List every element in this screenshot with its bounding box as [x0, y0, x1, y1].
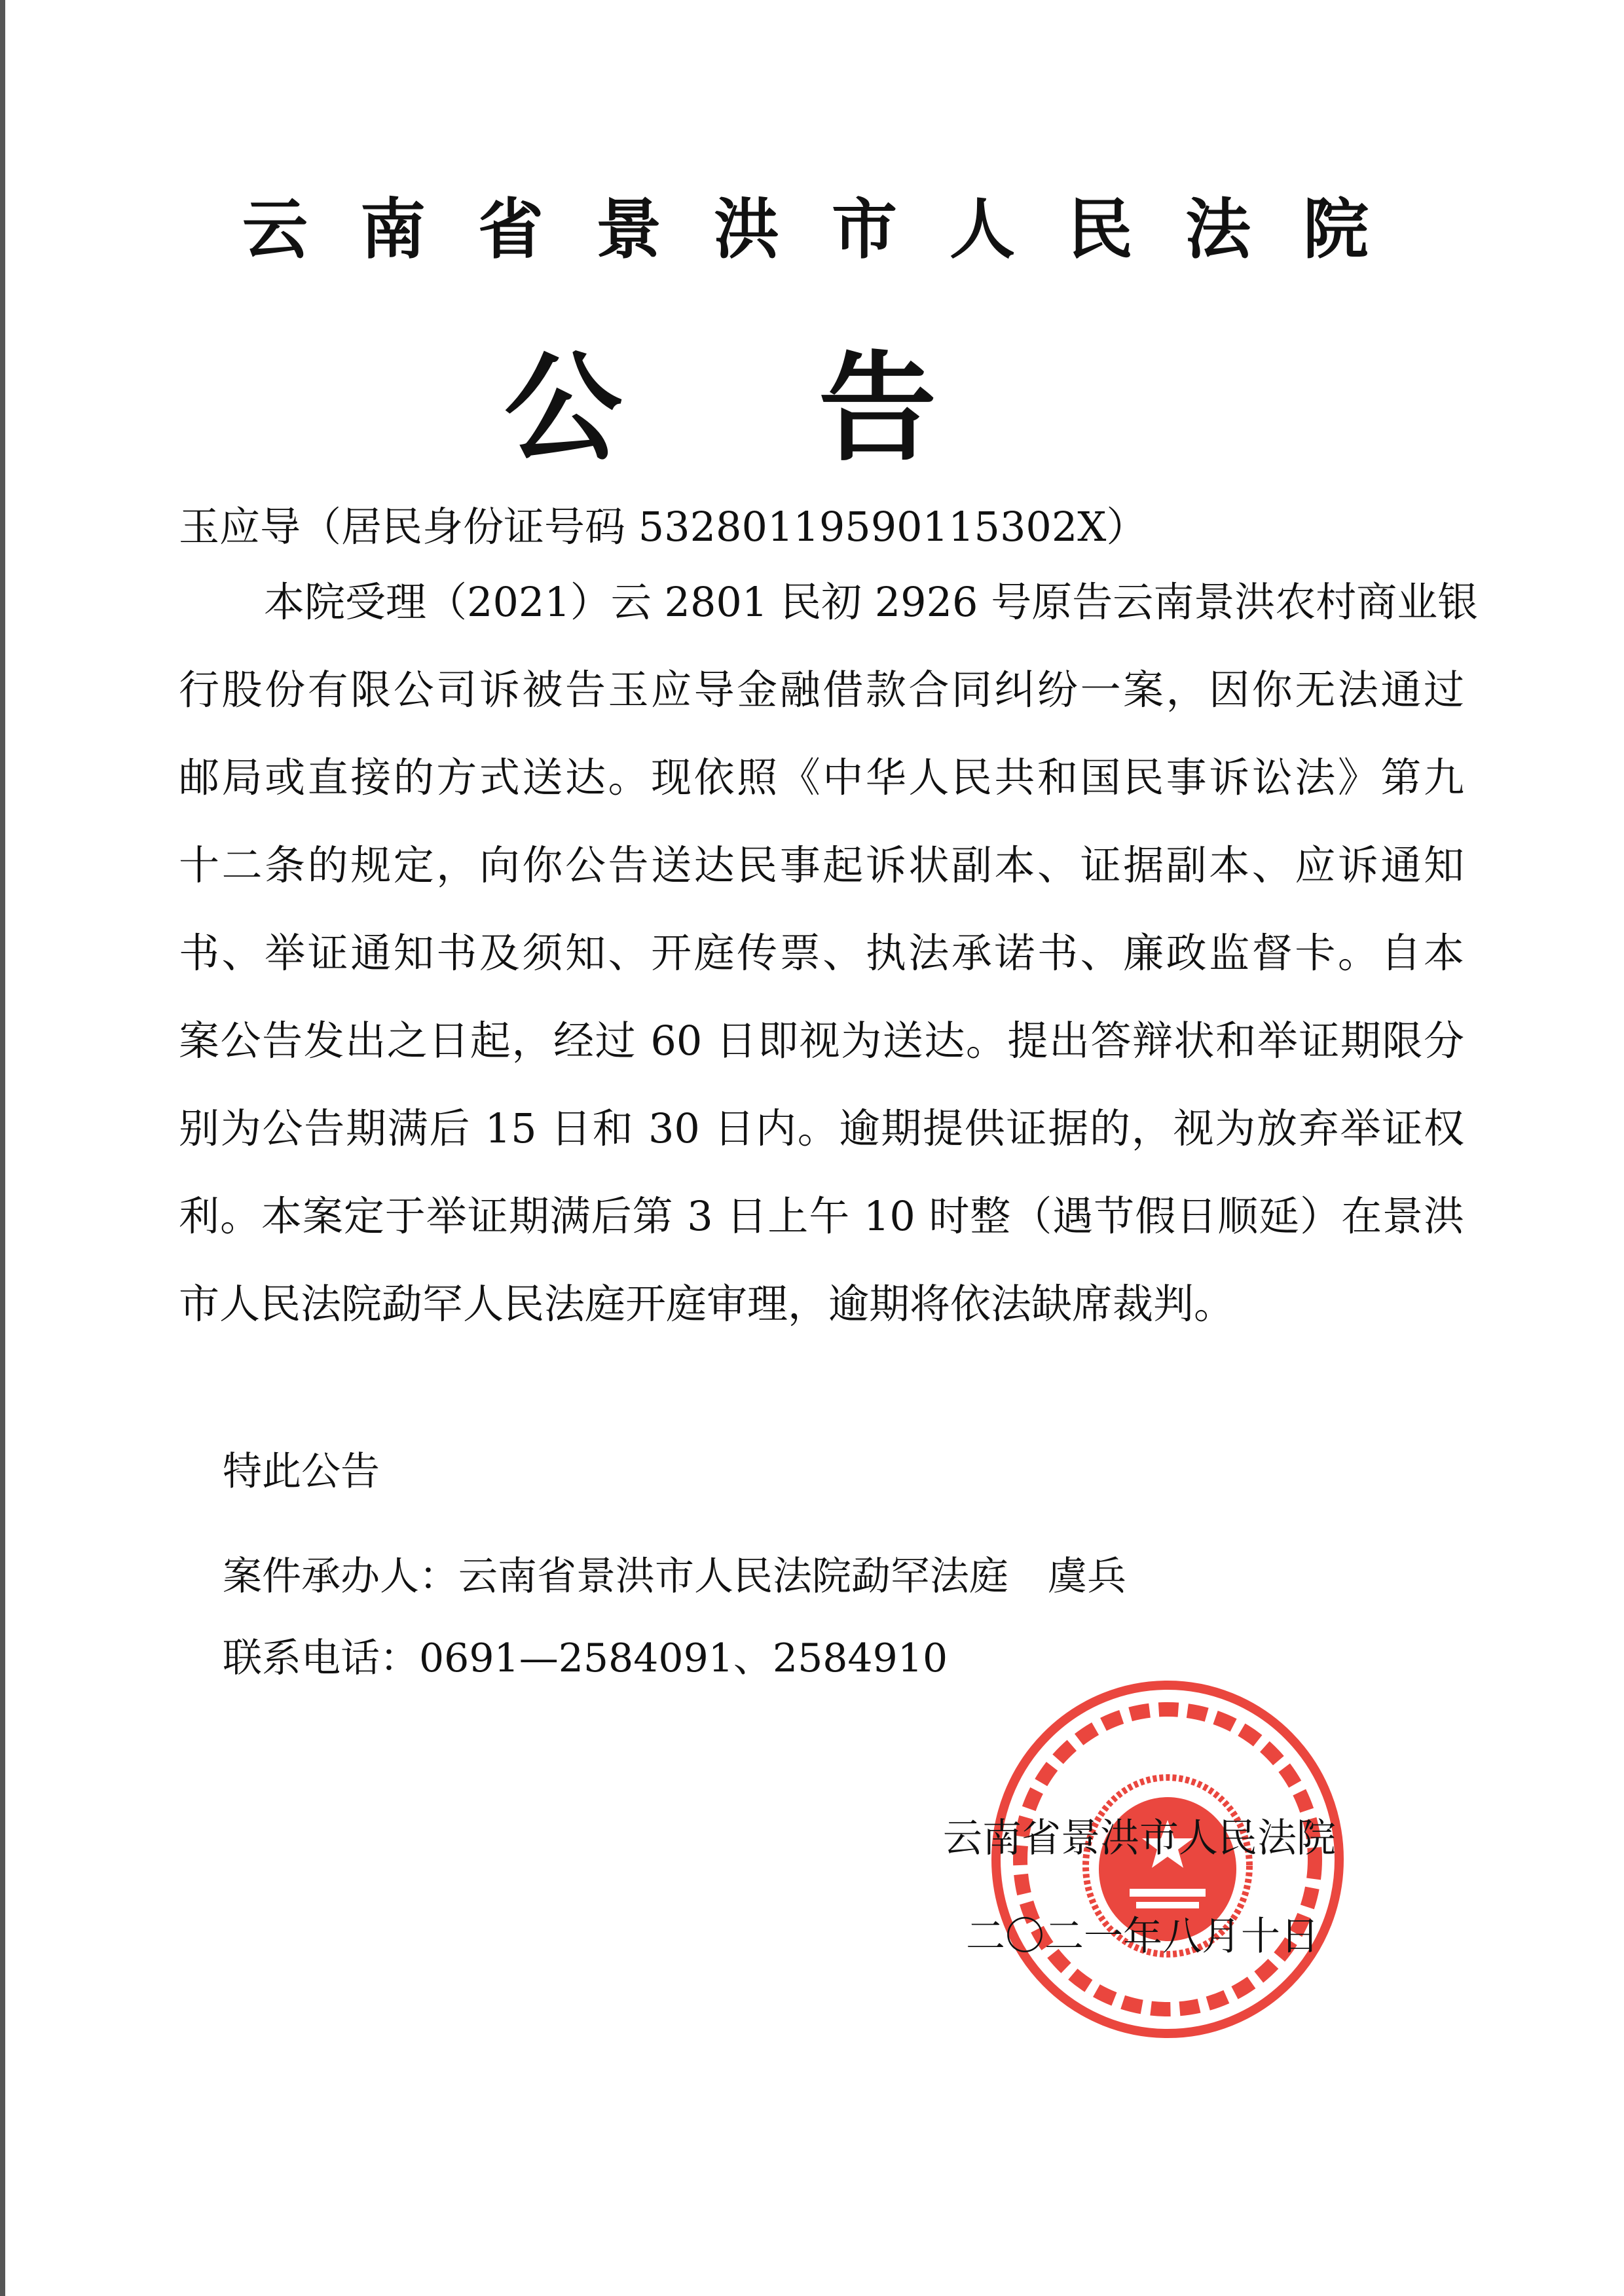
body-line: 案公告发出之日起，经过 60 日即视为送达。提出答辩状和举证期限分: [179, 1017, 1464, 1065]
body-line: 书、举证通知书及须知、开庭传票、执法承诺书、廉政监督卡。自本: [179, 929, 1464, 977]
contact-phone: 联系电话：0691—2584091、2584910: [223, 1635, 948, 1681]
signature-date: 二〇二一年八月十日: [966, 1914, 1320, 1959]
court-name-heading: 云南省景洪市人民法院: [242, 191, 1421, 268]
signature-court: 云南省景洪市人民法院: [943, 1815, 1336, 1861]
closing-notice: 特此公告: [223, 1449, 380, 1495]
body-line: 利。本案定于举证期满后第 3 日上午 10 时整（遇节假日顺延）在景洪: [179, 1192, 1464, 1240]
scan-edge: [0, 0, 5, 2296]
body-line: 邮局或直接的方式送达。现依照《中华人民共和国民事诉讼法》第九: [179, 754, 1464, 801]
body-line: 别为公告期满后 15 日和 30 日内。逾期提供证据的，视为放弃举证权: [179, 1104, 1464, 1152]
body-line: 市人民法院勐罕人民法庭开庭审理，逾期将依法缺席裁判。: [179, 1280, 1235, 1328]
body-line: 行股份有限公司诉被告玉应导金融借款合同纠纷一案，因你无法通过: [179, 666, 1464, 714]
case-handler: 案件承办人：云南省景洪市人民法院勐罕法庭 虞兵: [223, 1554, 1126, 1599]
notice-body: [179, 576, 1479, 1366]
body-line: 本院受理（2021）云 2801 民初 2926 号原告云南景洪农村商业银: [264, 578, 1479, 626]
body-line: 十二条的规定，向你公告送达民事起诉状副本、证据副本、应诉通知: [179, 841, 1464, 889]
addressee: 玉应导（居民身份证号码 53280119590115302X）: [179, 503, 1147, 551]
document-title: 公告: [504, 340, 1133, 477]
